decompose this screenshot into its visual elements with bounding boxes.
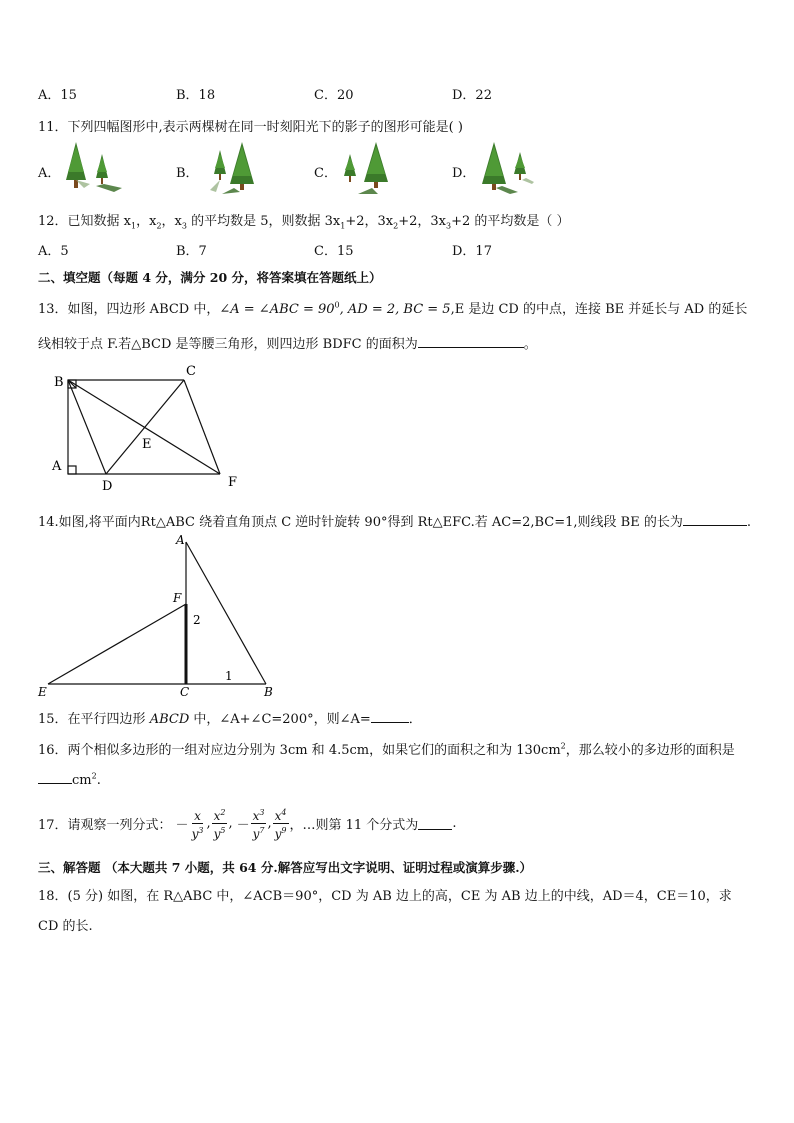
right-angle-mark-a [68,466,76,474]
tree-icon [482,142,518,194]
tree-icon [514,152,534,184]
q13-line2: 线相较于点 F.若△BCD 是等腰三角形，则四边形 BDFC 的面积为 。 [38,337,537,352]
fraction-4: $\frac{x^4}{y^9}$ [274,808,287,841]
label-c: C [180,685,190,699]
q11-option-a: A． [38,166,61,181]
tree-icon [96,154,122,192]
tree-icon [222,142,254,194]
q11-option-b: B． [176,166,199,181]
tree-icon [66,142,90,188]
q13-line1: 13．如图，四边形 ABCD 中，∠A = ∠ABC = $90^0$, AD = 2, BC = 5,E 是边 CD 的中点，连接 BE 并延长与 AD 的延长 [38,300,748,317]
q11-text: 11．下列四幅图形中,表示两棵树在同一时刻阳光下的影子的图形可能是( ) [38,120,463,135]
section-3-title: 三、解答题 （本大题共 7 小题，共 64 分.解答应写出文字说明、证明过程或演算步骤.） [38,860,533,875]
label-c: C [186,364,196,379]
answer-blank[interactable] [683,513,747,526]
segment-ef [48,604,186,684]
label-f: F [228,475,238,490]
q10-option-a: A．15 [38,88,77,103]
segment-cf [184,380,220,474]
q10-option-b: B．18 [176,88,216,103]
label-e: E [142,437,152,452]
tree-icon [210,150,226,192]
label-e: E [38,685,47,699]
q14-text: 14.如图,将平面内Rt△ABC 绕着直角顶点 C 逆时针旋转 90°得到 Rt△EFC.若 AC=2,BC=1,则线段 BE 的长为 . [38,515,751,530]
q12-option-c: C．15 [314,244,354,259]
fraction-2: $\frac{x^2}{y^5}$ [213,808,226,841]
q14-figure [34,532,284,702]
label-a: A [52,459,62,474]
label-d: D [102,479,113,494]
label-b: B [54,375,64,390]
q12-option-a: A．5 [38,244,69,259]
label-b: B [264,685,273,699]
tree-icon [358,142,388,194]
q16-line1: 16．两个相似多边形的一组对应边分别为 3cm 和 4.5cm，如果它们的面积之和为 $130cm^2$，那么较小的多边形的面积是 [38,741,735,758]
answer-blank[interactable] [371,710,409,723]
answer-blank[interactable] [418,335,524,348]
answer-blank[interactable] [38,771,72,784]
q16-line2: $cm^2$. [38,771,101,788]
answer-blank[interactable] [418,817,452,830]
q10-option-d: D．22 [452,88,492,103]
label-f: F [173,591,182,605]
tree-icon [344,154,356,182]
q10-option-c: C．20 [314,88,354,103]
section-2-title: 二、填空题（每题 4 分，满分 20 分，将答案填在答题纸上） [38,270,382,285]
q13-figure [44,364,244,496]
q12-text: 12．已知数据 $x_1$，$x_2$，$x_3$ 的平均数是 5，则数据 $3x_1+2$，$3x_2+2$，$3x_3+2$ 的平均数是（ ） [38,214,570,231]
q11-figure-a [62,140,126,196]
fraction-1: $\frac{x}{y^3}$ [190,806,206,841]
q17-text: 17．请观察一列分式： － $\frac{x}{y^3}$ , $\frac{x^2}{y^5}$ , － $\frac{x^3}{y^7}$ , $\frac{x^4}{y^9}$ ，…则第 11 个分式为 . [38,808,457,841]
q18-line2: CD 的长. [38,919,93,934]
q11-figure-d [474,140,538,196]
label-a: A [176,533,185,547]
fraction-3: $\frac{x^3}{y^7}$ [252,808,265,841]
q12-option-b: B．7 [176,244,207,259]
label-1: 1 [225,669,233,683]
q18-line1: 18．(5 分) 如图，在 R△ABC 中，∠ACB＝90°，CD 为 AB 边上的高，CE 为 AB 边上的中线，AD＝4，CE＝10，求 [38,889,732,904]
q11-option-c: C． [314,166,337,181]
q15-text: 15．在平行四边形 ABCD 中，∠A+∠C=200°，则∠A= ． [38,712,422,727]
q11-figure-c [338,140,402,196]
q11-figure-b [206,140,270,196]
segment-bd [68,380,106,474]
segment-bf [68,380,220,474]
q12-option-d: D．17 [452,244,492,259]
q11-option-d: D． [452,166,476,181]
label-2: 2 [193,613,201,627]
